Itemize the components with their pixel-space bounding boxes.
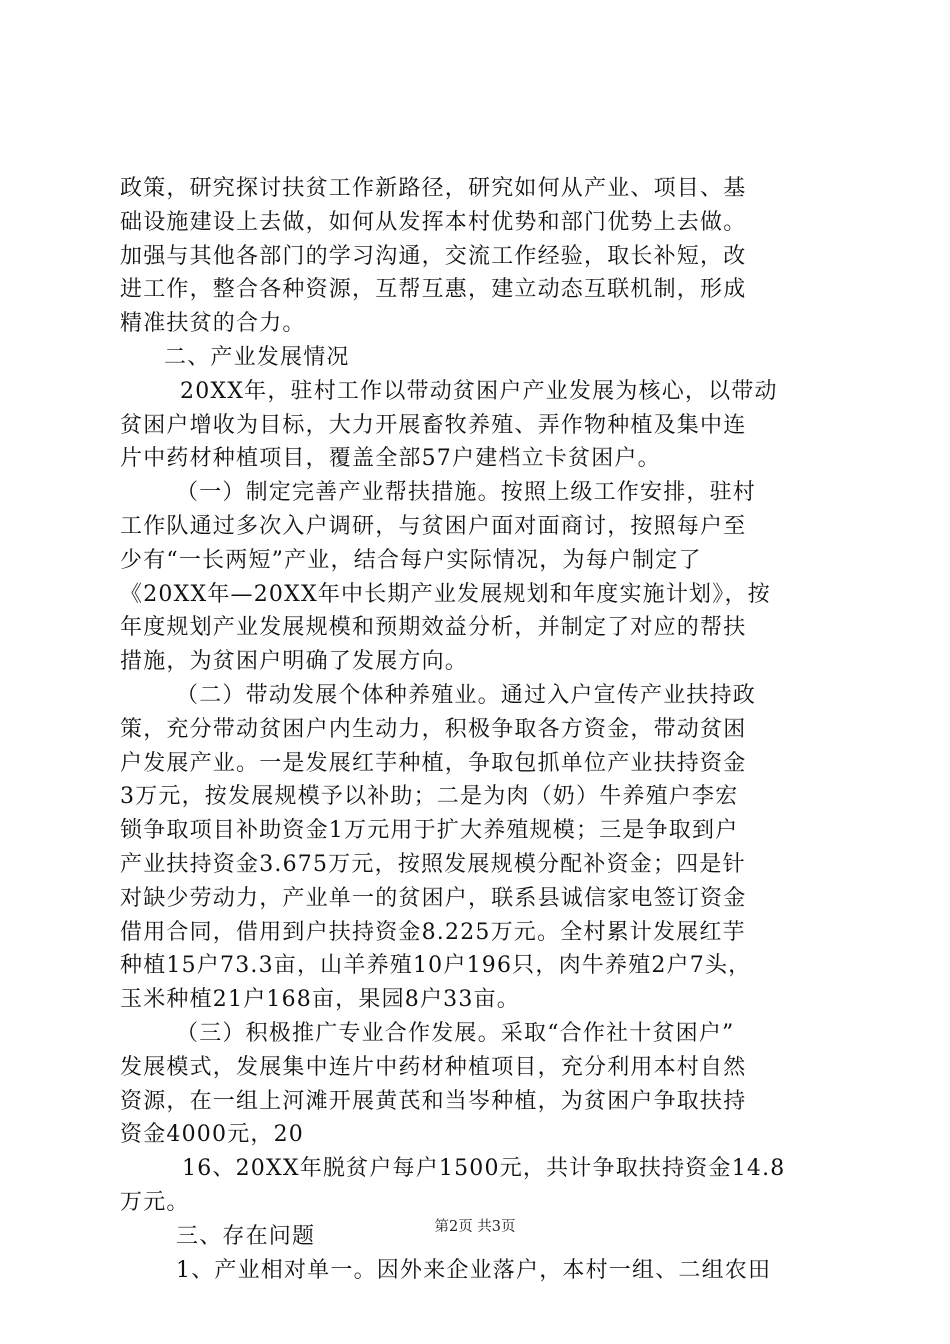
text-line: 1、产业相对单一。因外来企业落户，本村一组、二组农田 bbox=[176, 1257, 772, 1283]
text-line: 精准扶贫的合力。 bbox=[120, 311, 306, 337]
text-line: 年度规划产业发展规模和预期效益分析，并制定了对应的帮扶 bbox=[120, 615, 747, 641]
text-line: 产业扶持资金3.675万元，按照发展规模分配补资金；四是针 bbox=[120, 851, 746, 877]
text-line: 政策，研究探讨扶贫工作新路径，研究如何从产业、项目、基 bbox=[120, 176, 747, 201]
text-line: 资金4000元，20 bbox=[120, 1122, 304, 1148]
text-line: 策，充分带动贫困户内生动力，积极争取各方资金，带动贫困 bbox=[120, 716, 747, 742]
text-line: 种植15户73.3亩，山羊养殖10户196只，肉牛养殖2户7头， bbox=[120, 953, 752, 979]
body-text bbox=[120, 172, 840, 1287]
text-line: （三）积极推广专业合作发展。采取“合作社十贫困户” bbox=[176, 1020, 735, 1046]
text-line: 20XX年，驻村工作以带动贫困户产业发展为核心，以带动 bbox=[180, 378, 778, 404]
text-line: 础设施建设上去做，如何从发挥本村优势和部门优势上去做。 bbox=[120, 209, 747, 235]
text-line: 《20XX年—20XX年中长期产业发展规划和年度实施计划》，按 bbox=[120, 581, 771, 607]
text-line: 措施，为贫困户明确了发展方向。 bbox=[120, 649, 469, 675]
text-line: 贫困户增收为目标，大力开展畜牧养殖、弄作物种植及集中连 bbox=[120, 412, 747, 438]
text-line: 发展模式，发展集中连片中药材种植项目，充分利用本村自然 bbox=[120, 1054, 747, 1080]
text-line: 户发展产业。一是发展红芋种植，争取包抓单位产业扶持资金 bbox=[120, 750, 747, 776]
text-line: （一）制定完善产业帮扶措施。按照上级工作安排，驻村 bbox=[176, 480, 757, 506]
text-line: 对缺少劳动力，产业单一的贫困户，联系县诚信家电签订资金 bbox=[120, 885, 747, 911]
text-line: 借用合同，借用到户扶持资金8.225万元。全村累计发展红芋 bbox=[120, 919, 746, 945]
text-line: 3万元，按发展规模予以补助；二是为肉（奶）牛养殖户李宏 bbox=[120, 784, 739, 810]
text-line: 进工作，整合各种资源，互帮互惠，建立动态互联机制，形成 bbox=[120, 277, 747, 303]
text-line: （二）带动发展个体种养殖业。通过入户宣传产业扶持政 bbox=[176, 682, 757, 708]
section-heading: 三、存在问题 bbox=[176, 1223, 316, 1249]
text-line: 玉米种植21户168亩，果园8户33亩。 bbox=[120, 987, 520, 1013]
text-line: 万元。 bbox=[120, 1189, 190, 1215]
section-heading: 二、产业发展情况 bbox=[164, 344, 350, 370]
text-line: 片中药材种植项目，覆盖全部57户建档立卡贫困户。 bbox=[120, 446, 661, 472]
text-line: 工作队通过多次入户调研，与贫困户面对面商讨，按照每户至 bbox=[120, 513, 747, 539]
text-line: 锁争取项目补助资金1万元用于扩大养殖规模；三是争取到户 bbox=[120, 818, 739, 844]
text-line: 16、20XX年脱贫户每户1500元，共计争取扶持资金14.8 bbox=[182, 1156, 786, 1182]
text-line: 资源，在一组上河滩开展黄芪和当岑种植，为贫困户争取扶持 bbox=[120, 1088, 747, 1114]
text-line: 少有“一长两短”产业，结合每户实际情况，为每户制定了 bbox=[120, 547, 702, 573]
page-number-footer: 第2页 共3页 bbox=[434, 1219, 516, 1235]
text-line: 加强与其他各部门的学习沟通，交流工作经验，取长补短，改 bbox=[120, 243, 747, 269]
